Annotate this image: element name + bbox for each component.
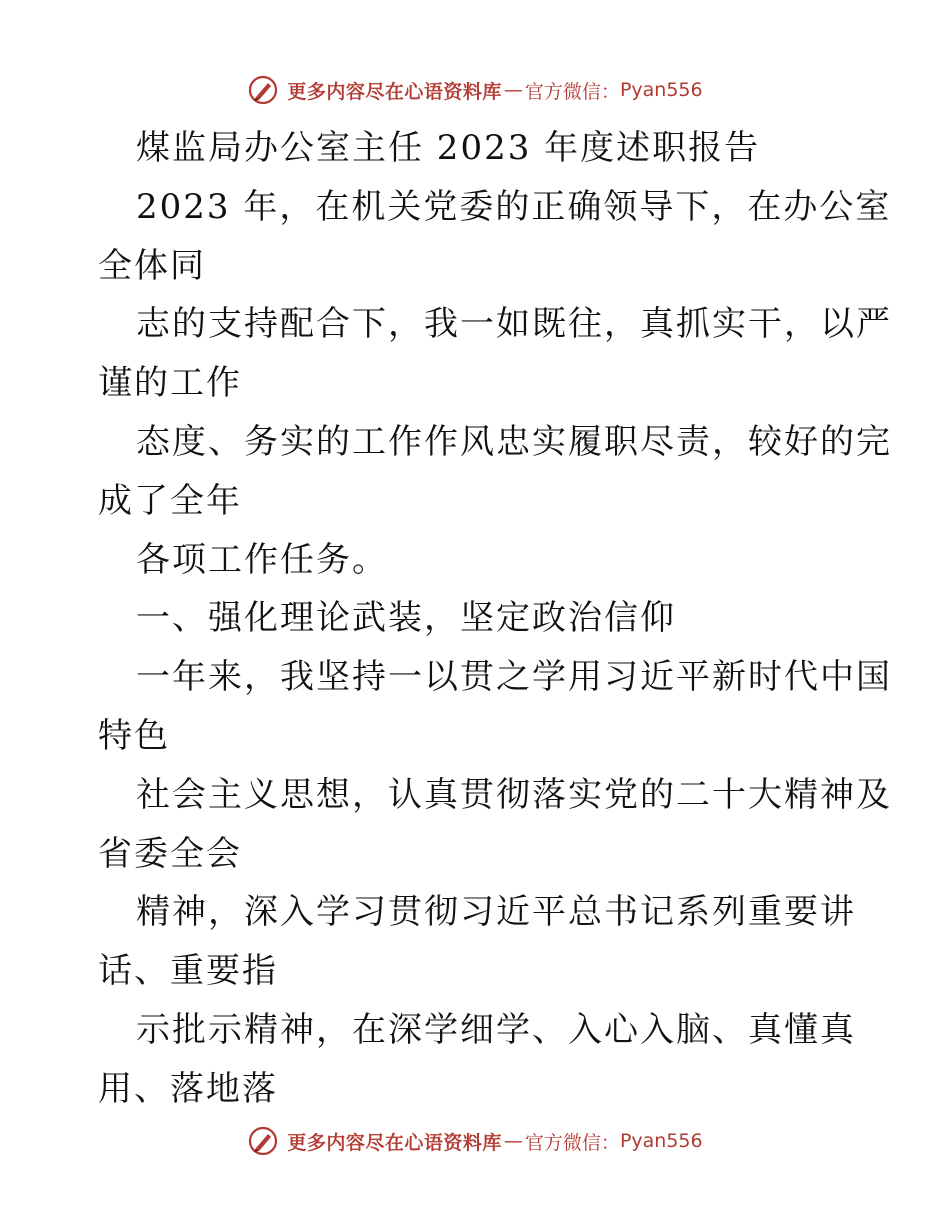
paragraph-line: 省委全会	[98, 833, 242, 874]
report-body	[98, 119, 892, 1119]
pen-logo-icon	[247, 74, 279, 106]
paragraph-line: 2023 年，在机关党委的正确领导下，在办公室	[136, 186, 892, 227]
paragraph-line: 话、重要指	[98, 951, 278, 992]
paragraph-line: 态度、务实的工作作风忠实履职尽责，较好的完	[136, 421, 892, 462]
header-banner-text: 更多内容尽在心语资料库	[287, 80, 502, 103]
paragraph-line: 各项工作任务。	[136, 539, 388, 580]
footer-banner	[0, 1121, 950, 1161]
footer-banner-wechat-id: Pyan556	[619, 1130, 703, 1152]
header-banner-wechat-id: Pyan556	[619, 79, 703, 101]
header-banner	[0, 70, 950, 110]
paragraph-line: 特色	[98, 715, 170, 756]
section-heading: 一、强化理论武装，坚定政治信仰	[136, 598, 676, 639]
report-title: 煤监局办公室主任 2023 年度述职报告	[136, 128, 761, 168]
paragraph-line: 一年来，我坚持一以贯之学用习近平新时代中国	[136, 657, 892, 698]
footer-banner-text: 更多内容尽在心语资料库	[287, 1131, 502, 1154]
paragraph-line: 志的支持配合下，我一如既往，真抓实干，以严	[136, 304, 892, 345]
pen-logo-icon	[247, 1125, 279, 1157]
header-banner-wechat-label: 官方微信：	[524, 80, 620, 103]
paragraph-line: 精神，深入学习贯彻习近平总书记系列重要讲	[136, 892, 856, 933]
paragraph-line: 成了全年	[98, 480, 242, 521]
paragraph-line: 社会主义思想，认真贯彻落实党的二十大精神及	[136, 774, 892, 815]
paragraph-line: 谨的工作	[98, 363, 242, 404]
paragraph-line: 用、落地落	[98, 1068, 278, 1109]
header-banner-dash: —	[503, 79, 523, 101]
paragraph-line: 示批示精神，在深学细学、入心入脑、真懂真	[136, 1009, 856, 1050]
footer-banner-dash: —	[503, 1130, 523, 1152]
paragraph-line: 全体同	[98, 245, 206, 286]
footer-banner-wechat-label: 官方微信：	[524, 1131, 620, 1154]
